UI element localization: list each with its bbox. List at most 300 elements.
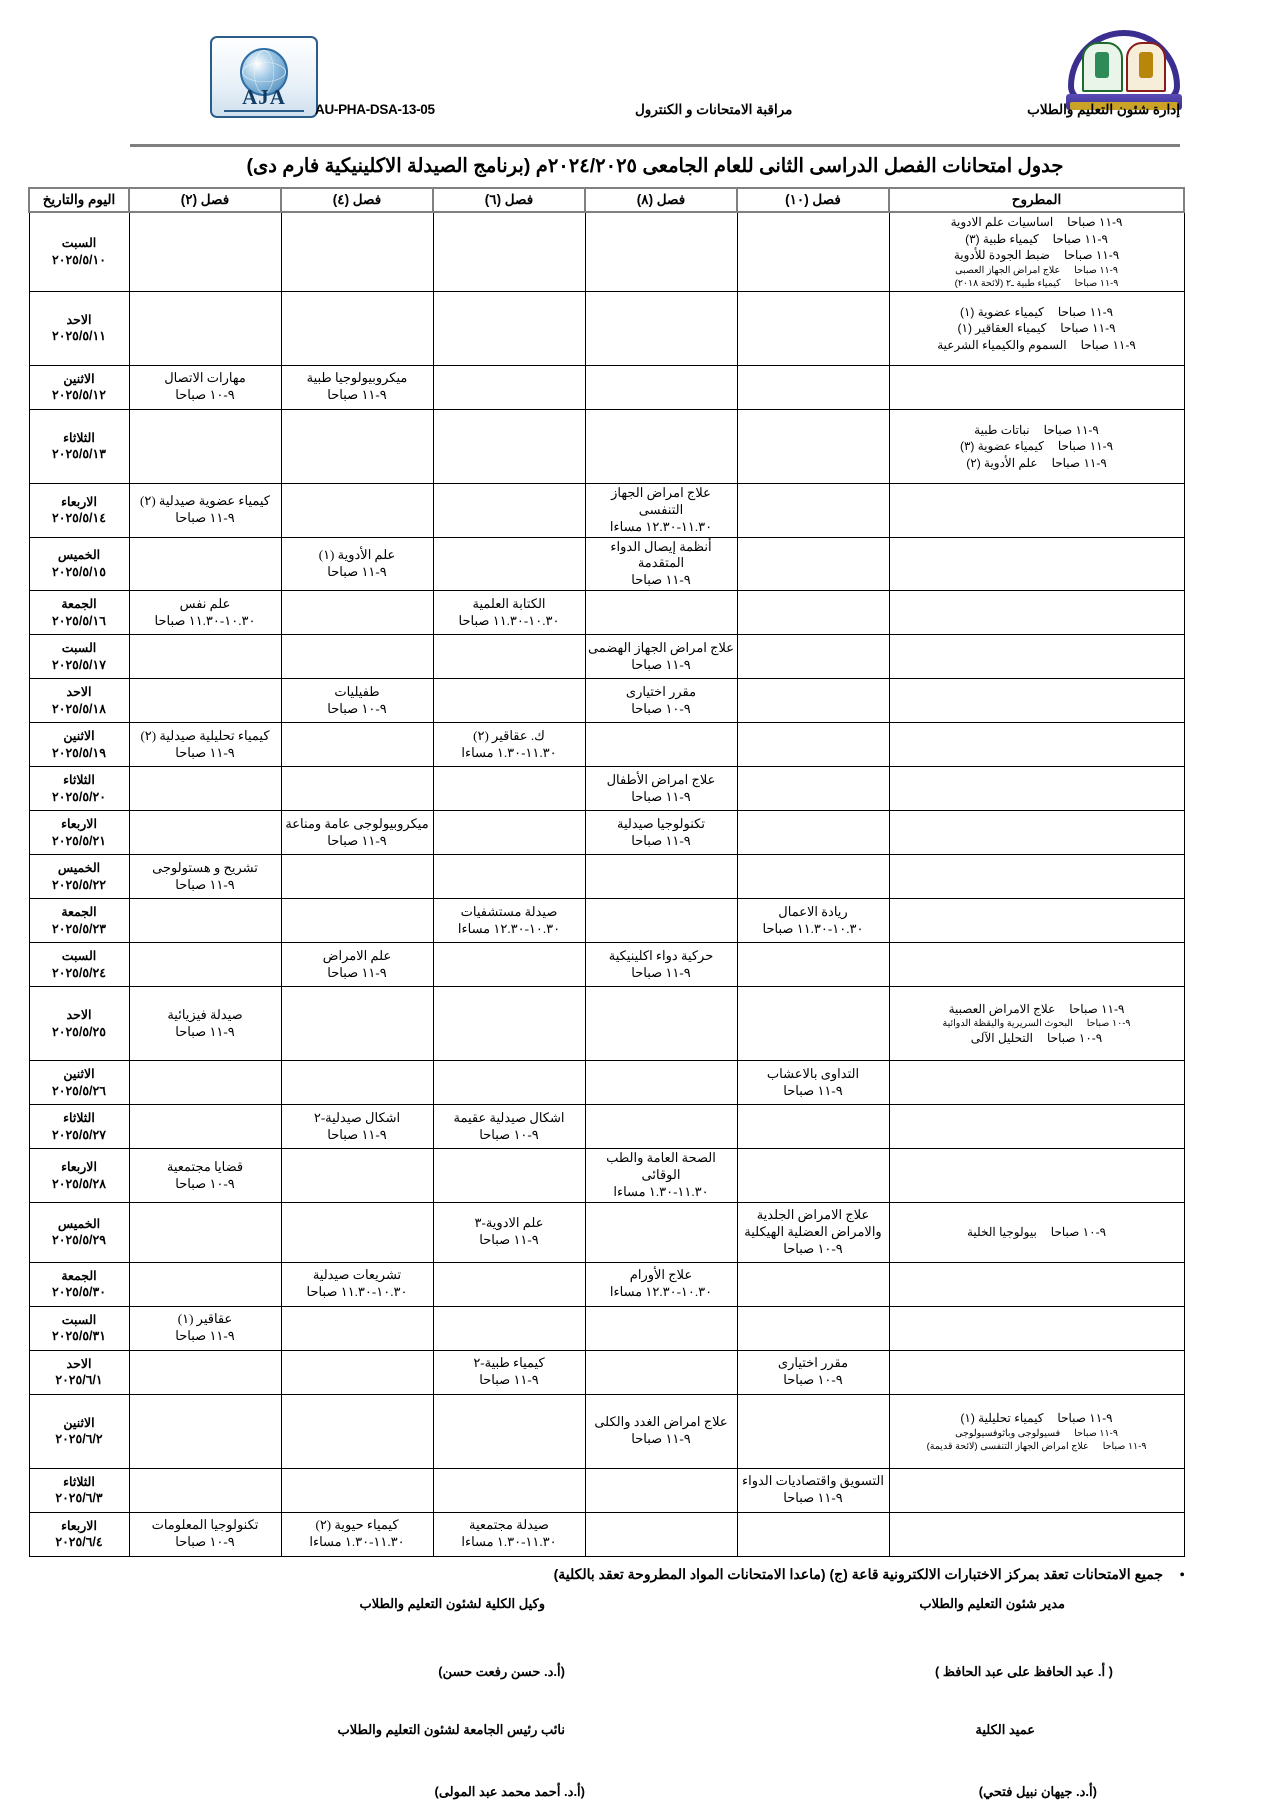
table-row [29, 591, 1184, 635]
cell-sem6 [433, 811, 585, 855]
offered-course-entry [892, 422, 1182, 439]
signature-name-dean: (أ.د. جيهان نبيل فتحي) [978, 1783, 1097, 1799]
cell-sem8 [585, 212, 737, 291]
exam-day-name: الخميس [57, 1216, 101, 1231]
aja-logo-frame [210, 36, 318, 118]
exam-subject-time: ٩-١١ صباحا [631, 656, 691, 672]
cell-sem4 [281, 1262, 433, 1306]
offered-course-time: ٩-١٠ صباحا [1050, 1225, 1107, 1240]
exam-subject-time: ١٠.٣٠-١١.٣٠ صباحا [762, 920, 864, 936]
exam-subject-name: مهارات الاتصال [164, 370, 246, 386]
offered-course-entry [892, 1224, 1182, 1241]
offered-course-name: كيمياء طبية ـ٢ (لائحة ٢٠١٨) [954, 277, 1061, 289]
exam-date: ٢٠٢٥/٥/١٤ [52, 511, 106, 526]
table-row [29, 943, 1184, 987]
exam-subject-time: ٩-١١ صباحا [479, 1372, 539, 1388]
cell-sem6 [433, 723, 585, 767]
cell-sem6 [433, 291, 585, 365]
exam-subject-time: ٩-١١ صباحا [327, 387, 387, 403]
cell-day-date [29, 899, 129, 943]
cell-sem4 [281, 1350, 433, 1394]
cell-sem2 [129, 591, 281, 635]
exam-date: ٢٠٢٥/٥/١٢ [52, 388, 106, 403]
table-row [29, 291, 1184, 365]
exam-subject-name: حركية دواء اكلينيكية [608, 947, 714, 963]
table-row [29, 1202, 1184, 1262]
cell-sem10 [737, 811, 889, 855]
cell-sem2 [129, 1149, 281, 1203]
table-row [29, 1468, 1184, 1512]
cell-sem2 [129, 212, 281, 291]
cell-sem4 [281, 767, 433, 811]
exam-day-name: الاحد [66, 312, 92, 327]
exam-date: ٢٠٢٥/٦/٣ [55, 1491, 103, 1506]
offered-course-name: علم الأدوية (٢) [966, 455, 1038, 470]
exam-subject-time: ٩-١١ صباحا [175, 510, 235, 526]
cell-sem8 [585, 409, 737, 483]
exam-subject-time: ٩-١١ صباحا [327, 563, 387, 579]
cell-sem8 [585, 365, 737, 409]
offered-course-name: ضبط الجودة للأدوية [953, 248, 1050, 263]
cell-sem8 [585, 987, 737, 1061]
seal-emblem-left [1126, 42, 1167, 92]
cell-sem2 [129, 987, 281, 1061]
exam-day-name: الخميس [57, 861, 101, 876]
exam-subject-time: ٩-١١ صباحا [175, 876, 235, 892]
cell-sem10 [737, 987, 889, 1061]
exam-date: ٢٠٢٥/٥/٢٦ [52, 1083, 106, 1098]
exam-date: ٢٠٢٥/٥/١٩ [52, 745, 106, 760]
cell-sem8 [585, 943, 737, 987]
cell-sem2 [129, 635, 281, 679]
exam-subject-time: ٩-١١ صباحا [783, 1082, 843, 1098]
cell-sem10 [737, 899, 889, 943]
exam-subject-name: علم الادوية-٣ [474, 1215, 544, 1231]
offered-course-time: ٩-١١ صباحا [1074, 1427, 1118, 1439]
cell-day-date [29, 679, 129, 723]
cell-sem8 [585, 1202, 737, 1262]
offered-course-name: علاج امراض الجهاز العصبى [955, 264, 1061, 276]
exam-subject-name: كيمياء طبية-٢ [473, 1355, 545, 1371]
signature-name-student-affairs-director: ( أ. عبد الحافظ على عبد الحافظ ) [934, 1663, 1113, 1679]
cell-offered-courses [889, 943, 1184, 987]
table-row [29, 212, 1184, 291]
exam-day-name: الاربعاء [61, 1160, 97, 1175]
exam-subject-time: ٩-١٠ صباحا [783, 1372, 843, 1388]
offered-course-name: كيمياء عضوية (١) [959, 304, 1044, 319]
offered-course-entry [892, 277, 1182, 290]
cell-sem8 [585, 1105, 737, 1149]
cell-sem2 [129, 537, 281, 591]
cell-offered-courses [889, 1394, 1184, 1468]
cell-offered-courses [889, 1061, 1184, 1105]
cell-offered-courses [889, 987, 1184, 1061]
offered-course-entry [892, 438, 1182, 455]
exam-subject-time: ٩-١٠ صباحا [479, 1126, 539, 1142]
cell-sem10 [737, 483, 889, 537]
table-row [29, 1262, 1184, 1306]
exam-day-name: الاحد [66, 1356, 92, 1371]
offered-course-name: كيمياء عضوية (٣) [959, 439, 1044, 454]
exam-subject-time: ٩-١١ صباحا [175, 1328, 235, 1344]
cell-sem8 [585, 1061, 737, 1105]
cell-sem10 [737, 1350, 889, 1394]
cell-sem8 [585, 635, 737, 679]
signature-name-vice-dean: (أ.د. حسن رفعت حسن) [438, 1663, 565, 1679]
cell-sem2 [129, 1061, 281, 1105]
table-row [29, 767, 1184, 811]
cell-sem4 [281, 899, 433, 943]
offered-course-time: ٩-١١ صباحا [1074, 264, 1118, 276]
exam-subject-time: ١٠.٣٠-١١.٣٠ صباحا [306, 1284, 408, 1300]
cell-day-date [29, 212, 129, 291]
exam-subject-time: ١١.٣٠-١.٣٠ مساءا [461, 1534, 557, 1550]
cell-sem2 [129, 365, 281, 409]
exam-subject-time: ٩-١١ صباحا [175, 1023, 235, 1039]
cell-sem4 [281, 1149, 433, 1203]
exam-day-name: السبت [61, 949, 97, 964]
cell-sem10 [737, 591, 889, 635]
cell-sem6 [433, 1149, 585, 1203]
cell-offered-courses [889, 767, 1184, 811]
table-row [29, 483, 1184, 537]
cell-sem8 [585, 811, 737, 855]
offered-course-name: كيمياء العقاقير (١) [957, 321, 1047, 336]
cell-day-date [29, 591, 129, 635]
table-row [29, 1105, 1184, 1149]
offered-course-time: ٩-١١ صباحا [1052, 231, 1108, 246]
exam-day-name: السبت [61, 1312, 97, 1327]
exam-date: ٢٠٢٥/٦/١ [55, 1373, 103, 1388]
exam-day-name: الثلاثاء [63, 430, 95, 445]
cell-offered-courses [889, 635, 1184, 679]
cell-sem8 [585, 767, 737, 811]
exam-date: ٢٠٢٥/٥/١٠ [52, 252, 106, 267]
column-header-sem10: فصل (١٠) [737, 188, 889, 212]
exam-schedule-page [0, 30, 1275, 1799]
exam-subject-name: الصحة العامة والطب الوقائى [606, 1150, 716, 1183]
footer-notes [130, 1566, 1185, 1592]
cell-sem10 [737, 1149, 889, 1203]
table-row [29, 899, 1184, 943]
cell-day-date [29, 1394, 129, 1468]
cell-offered-courses [889, 409, 1184, 483]
exam-venue-note: جميع الامتحانات تعقد بمركز الاختبارات الالكترونية قاعة (ج) (ماعدا الامتحانات المواد المطروحة تعقد بالكلية) [553, 1565, 1163, 1582]
page-title: جدول امتحانات الفصل الدراسى الثانى للعام الجامعى ٢٠٢٤/٢٠٢٥م (برنامج الصيدلة الاكلينيكية فارم دى) [246, 155, 1064, 177]
seal-emblem-right [1082, 42, 1123, 92]
cell-sem10 [737, 537, 889, 591]
cell-sem2 [129, 943, 281, 987]
exam-subject-name: أنظمة إيصال الدواء المتقدمة [610, 538, 712, 571]
exam-subject-name: تشريح و هستولوجى [152, 859, 258, 875]
exam-subject-time: ٩-١١ صباحا [631, 572, 691, 588]
cell-offered-courses [889, 537, 1184, 591]
cell-sem2 [129, 1306, 281, 1350]
exam-subject-name: التداوى بالاعشاب [766, 1065, 860, 1081]
offered-course-entry [892, 247, 1182, 264]
student-affairs-label: إدارة شئون التعليم والطلاب [1027, 102, 1180, 117]
exam-subject-time: ٩-١٠ صباحا [631, 700, 691, 716]
table-row [29, 365, 1184, 409]
exam-date: ٢٠٢٥/٥/١٨ [52, 701, 106, 716]
cell-sem4 [281, 1105, 433, 1149]
cell-day-date [29, 767, 129, 811]
cell-sem6 [433, 1306, 585, 1350]
cell-sem8 [585, 723, 737, 767]
exam-subject-time: ٩-١٠ صباحا [783, 1240, 843, 1256]
column-header-sem8: فصل (٨) [585, 188, 737, 212]
exam-subject-time: ١١.٣٠-١.٣٠ مساءا [309, 1534, 405, 1550]
cell-sem10 [737, 679, 889, 723]
document-header [130, 30, 1180, 140]
exam-subject-time: ٩-١١ صباحا [327, 832, 387, 848]
exam-subject-name: ريادة الاعمال [778, 903, 848, 919]
cell-sem2 [129, 767, 281, 811]
offered-course-time: ٩-١٠ صباحا [1086, 1018, 1131, 1030]
exam-subject-time: ٩-١١ صباحا [631, 788, 691, 804]
exam-date: ٢٠٢٥/٥/١١ [52, 329, 106, 344]
cell-sem10 [737, 212, 889, 291]
cell-day-date [29, 291, 129, 365]
cell-sem6 [433, 635, 585, 679]
exam-subject-name: كيمياء عضوية صيدلية (٢) [139, 493, 270, 509]
cell-sem10 [737, 767, 889, 811]
cell-sem10 [737, 1512, 889, 1556]
cell-sem10 [737, 409, 889, 483]
cell-sem8 [585, 1394, 737, 1468]
exam-subject-name: علاج امراض الغدد والكلى [594, 1414, 728, 1430]
exam-date: ٢٠٢٥/٥/٢٠ [52, 789, 106, 804]
exam-date: ٢٠٢٥/٥/٢٣ [52, 921, 106, 936]
exam-subject-time: ٩-١٠ صباحا [327, 700, 387, 716]
cell-sem4 [281, 987, 433, 1061]
column-header-offered: المطروح [889, 188, 1184, 212]
cell-day-date [29, 1202, 129, 1262]
offered-course-entry [892, 320, 1182, 337]
table-row [29, 811, 1184, 855]
aja-logo [210, 36, 318, 118]
cell-sem10 [737, 1105, 889, 1149]
exam-day-name: الاحد [66, 1008, 92, 1023]
cell-sem10 [737, 1468, 889, 1512]
exam-day-name: الثلاثاء [63, 773, 95, 788]
cell-sem10 [737, 943, 889, 987]
offered-course-entry [892, 1017, 1182, 1030]
table-header [29, 188, 1184, 212]
offered-course-name: نباتات طبية [974, 422, 1030, 437]
offered-course-time: ٩-١١ صباحا [1043, 422, 1099, 437]
offered-course-entry [892, 1440, 1182, 1453]
cell-sem2 [129, 1468, 281, 1512]
table-row [29, 1350, 1184, 1394]
exam-subject-name: صيدلة فيزيائية [167, 1006, 243, 1022]
cell-day-date [29, 537, 129, 591]
header-divider [130, 144, 1180, 147]
cell-offered-courses [889, 723, 1184, 767]
cell-sem4 [281, 212, 433, 291]
cell-sem4 [281, 679, 433, 723]
table-row [29, 635, 1184, 679]
seal-emblems [1082, 42, 1166, 92]
cell-sem10 [737, 365, 889, 409]
offered-course-time: ٩-١١ صباحا [1057, 1410, 1113, 1425]
exam-subject-name: تشريعات صيدلية [312, 1267, 402, 1283]
exam-control-label: مراقبة الامتحانات و الكنترول [635, 102, 793, 117]
exam-subject-time: ٩-١١ صباحا [783, 1490, 843, 1506]
exam-subject-name: علاج امراض الأطفال [606, 771, 716, 787]
cell-offered-courses [889, 679, 1184, 723]
exam-subject-name: علم نفس [179, 595, 231, 611]
exam-subject-time: ٩-١١ صباحا [631, 964, 691, 980]
exam-subject-name: علاج الامراض الجلدية والامراض العضلية الهيكلية [744, 1207, 882, 1239]
exam-subject-name: كيمياء حيوية (٢) [315, 1517, 399, 1533]
signature-title-vice-president: نائب رئيس الجامعة لشئون التعليم والطلاب [337, 1721, 565, 1737]
cell-sem10 [737, 1262, 889, 1306]
exam-date: ٢٠٢٥/٥/١٣ [52, 447, 106, 462]
offered-course-entry [892, 264, 1182, 277]
cell-sem2 [129, 679, 281, 723]
exam-subject-time: ١٠.٣٠-١١.٣٠ صباحا [154, 612, 256, 628]
cell-sem2 [129, 811, 281, 855]
table-row [29, 1149, 1184, 1203]
exam-subject-time: ٩-١١ صباحا [479, 1232, 539, 1248]
exam-date: ٢٠٢٥/٥/٣٠ [52, 1285, 106, 1300]
exam-day-name: الاثنين [63, 1067, 95, 1082]
cell-sem6 [433, 1105, 585, 1149]
cell-sem4 [281, 1202, 433, 1262]
column-header-sem6: فصل (٦) [433, 188, 585, 212]
exam-subject-name: قضايا مجتمعية [166, 1158, 244, 1174]
cell-offered-courses [889, 365, 1184, 409]
cell-sem10 [737, 1061, 889, 1105]
column-header-sem2: فصل (٢) [129, 188, 281, 212]
offered-course-time: ٩-١١ صباحا [1067, 215, 1123, 229]
column-header-date: اليوم والتاريخ [29, 188, 129, 212]
cell-sem6 [433, 537, 585, 591]
offered-course-time: ٩-١١ صباحا [1057, 304, 1114, 319]
exam-date: ٢٠٢٥/٥/٢٨ [52, 1176, 106, 1191]
offered-course-name: كيمياء طبية (٣) [965, 231, 1039, 246]
cell-offered-courses [889, 483, 1184, 537]
offered-course-time: ٩-١١ صباحا [1060, 321, 1116, 336]
offered-course-name: فسيولوجى وباثوفسيولوجى [955, 1427, 1061, 1439]
cell-sem6 [433, 767, 585, 811]
table-header-row [29, 188, 1184, 212]
cell-sem2 [129, 723, 281, 767]
exam-subject-time: ٩-١١ صباحا [175, 744, 235, 760]
exam-date: ٢٠٢٥/٥/١٧ [52, 657, 106, 672]
cell-sem4 [281, 591, 433, 635]
cell-day-date [29, 483, 129, 537]
exam-date: ٢٠٢٥/٥/٢٩ [52, 1233, 106, 1248]
cell-sem6 [433, 591, 585, 635]
cell-offered-courses [889, 811, 1184, 855]
cell-sem8 [585, 1468, 737, 1512]
offered-course-entry [892, 304, 1182, 321]
signature-block [130, 1595, 1185, 1799]
exam-subject-name: عقاقير (١) [177, 1311, 233, 1327]
exam-subject-time: ٩-١١ صباحا [631, 1431, 691, 1447]
offered-course-time: ٩-١١ صباحا [1074, 277, 1119, 289]
cell-day-date [29, 635, 129, 679]
exam-day-name: الجمعة [61, 1268, 97, 1283]
exam-subject-time: ٩-١١ صباحا [631, 832, 691, 848]
cell-sem2 [129, 1262, 281, 1306]
exam-date: ٢٠٢٥/٥/٣١ [52, 1329, 106, 1344]
exam-day-name: الاحد [66, 685, 92, 700]
cell-sem2 [129, 1394, 281, 1468]
exam-subject-name: مقرر اختيارى [625, 683, 697, 699]
exam-day-name: الاربعاء [61, 817, 97, 832]
offered-course-time: ٩-١١ صباحا [1080, 337, 1136, 352]
cell-sem8 [585, 1512, 737, 1556]
cell-day-date [29, 855, 129, 899]
cell-sem2 [129, 1105, 281, 1149]
table-row [29, 1306, 1184, 1350]
signature-title-vice-dean: وكيل الكلية لشئون التعليم والطلاب [359, 1595, 545, 1611]
exam-date: ٢٠٢٥/٦/٤ [55, 1535, 103, 1550]
cell-offered-courses [889, 1468, 1184, 1512]
cell-day-date [29, 409, 129, 483]
cell-day-date [29, 1306, 129, 1350]
offered-course-time: ٩-١١ صباحا [1051, 455, 1107, 470]
exam-subject-name: علاج الأورام [629, 1267, 693, 1283]
cell-sem2 [129, 899, 281, 943]
exam-subject-name: علم الامراض [322, 947, 392, 963]
exam-subject-name: ك. عقاقير (٢) [473, 727, 545, 743]
table-row [29, 679, 1184, 723]
exam-day-name: السبت [61, 641, 97, 656]
column-header-sem4: فصل (٤) [281, 188, 433, 212]
exam-subject-name: صيدلة مجتمعية [469, 1517, 549, 1533]
exam-day-name: الاربعاء [61, 494, 97, 509]
exam-date: ٢٠٢٥/٥/١٦ [52, 613, 106, 628]
exam-subject-name: التسويق واقتصاديات الدواء [741, 1473, 885, 1489]
exam-day-name: الثلاثاء [63, 1474, 95, 1489]
exam-day-name: الاربعاء [61, 1518, 97, 1533]
cell-sem4 [281, 1394, 433, 1468]
cell-sem2 [129, 291, 281, 365]
cell-sem2 [129, 1202, 281, 1262]
cell-sem8 [585, 483, 737, 537]
cell-sem4 [281, 537, 433, 591]
table-row [29, 409, 1184, 483]
cell-day-date [29, 1262, 129, 1306]
exam-subject-name: علاج امراض الجهاز التنفسى [611, 484, 711, 517]
exam-day-name: الاثنين [63, 729, 95, 744]
offered-course-name: البحوث السريرية واليقظة الدوائية [942, 1018, 1073, 1030]
document-id: AU-PHA-DSA-13-05 [315, 102, 435, 117]
aja-logo-text: AJA [242, 85, 286, 109]
cell-sem10 [737, 291, 889, 365]
cell-day-date [29, 1468, 129, 1512]
cell-sem4 [281, 943, 433, 987]
offered-course-time: ٩-١٠ صباحا [1047, 1031, 1103, 1046]
offered-course-entry [892, 1410, 1182, 1427]
table-row [29, 1394, 1184, 1468]
exam-subject-time: ١٠.٣٠-١٢.٣٠ مساءا [609, 1284, 713, 1300]
cell-day-date [29, 365, 129, 409]
cell-offered-courses [889, 1202, 1184, 1262]
offered-course-name: كيمياء تحليلية (١) [960, 1410, 1044, 1425]
cell-offered-courses [889, 291, 1184, 365]
cell-day-date [29, 943, 129, 987]
cell-sem4 [281, 1468, 433, 1512]
table-row [29, 855, 1184, 899]
cell-sem8 [585, 1262, 737, 1306]
table-row [29, 1512, 1184, 1556]
exam-subject-time: ١١.٣٠-١.٣٠ مساءا [461, 744, 557, 760]
